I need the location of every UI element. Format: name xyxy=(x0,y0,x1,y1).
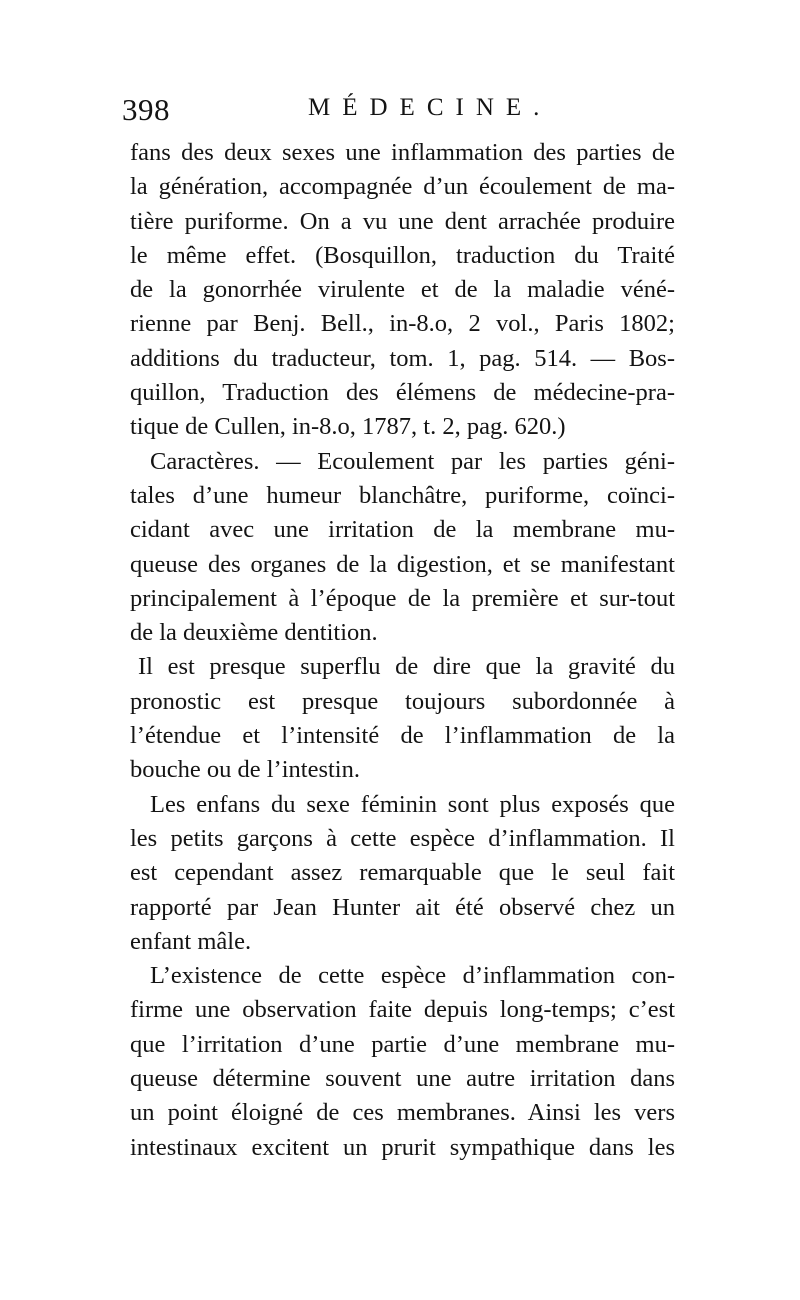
text-line: queuse détermine souvent une autre irritation dans xyxy=(130,1065,675,1093)
text-line: que l’irritation d’une partie d’une membrane mu- xyxy=(130,1030,675,1058)
text-line: le même effet. (Bosquillon, traduction du Traité xyxy=(130,241,675,269)
text-line: bouche ou de l’intestin. xyxy=(130,756,360,784)
text-line: queuse des organes de la digestion, et se manifestant xyxy=(130,550,675,578)
text-line: additions du traducteur, tom. 1, pag. 514. — Bos- xyxy=(130,344,675,372)
text-line: rienne par Benj. Bell., in-8.o, 2 vol., Paris 1802; xyxy=(130,310,675,338)
text-line: L’existence de cette espèce d’inflammation con- xyxy=(150,962,675,990)
text-line: la génération, accompagnée d’un écoulement de ma- xyxy=(130,173,675,201)
text-line: tique de Cullen, in-8.o, 1787, t. 2, pag. 620.) xyxy=(130,413,566,441)
text-line: principalement à l’époque de la première et sur-tout xyxy=(130,584,675,612)
text-line: enfant mâle. xyxy=(130,927,252,955)
text-line: fans des deux sexes une inflammation des parties de xyxy=(130,139,675,166)
page-number: 398 xyxy=(122,92,170,127)
text-line: cidant avec une irritation de la membrane mu- xyxy=(130,516,675,544)
text-line: firme une observation faite depuis long-temps; c’est xyxy=(130,996,675,1024)
text-line: intestinaux excitent un prurit sympathique dans les xyxy=(130,1133,675,1161)
text-line: de la gonorrhée virulente et de la maladie véné- xyxy=(130,276,675,304)
page-header xyxy=(122,92,682,132)
text-line: un point éloigné de ces membranes. Ainsi les vers xyxy=(130,1099,675,1127)
text-line: l’étendue et l’intensité de l’inflammation de la xyxy=(130,722,675,750)
text-line: Il est presque superflu de dire que la gravité du xyxy=(138,653,675,681)
text-line: quillon, Traduction des élémens de médecine-pra- xyxy=(130,379,675,407)
text-line: rapporté par Jean Hunter ait été observé chez un xyxy=(130,893,675,921)
text-line: est cependant assez remarquable que le seul fait xyxy=(130,859,675,887)
body-text xyxy=(130,136,675,1165)
text-line: de la deuxième dentition. xyxy=(130,619,378,647)
text-line: tales d’une humeur blanchâtre, puriforme, coïnci- xyxy=(130,481,675,509)
text-line: pronostic est presque toujours subordonnée à xyxy=(130,687,675,715)
text-line: Caractères. — Ecoulement par les parties géni- xyxy=(150,447,675,475)
text-line: Les enfans du sexe féminin sont plus exposés que xyxy=(150,790,675,818)
running-title: MÉDECINE. xyxy=(308,94,552,121)
text-line: les petits garçons à cette espèce d’inflammation. Il xyxy=(130,824,675,852)
text-line: tière puriforme. On a vu une dent arrachée produire xyxy=(130,207,675,235)
